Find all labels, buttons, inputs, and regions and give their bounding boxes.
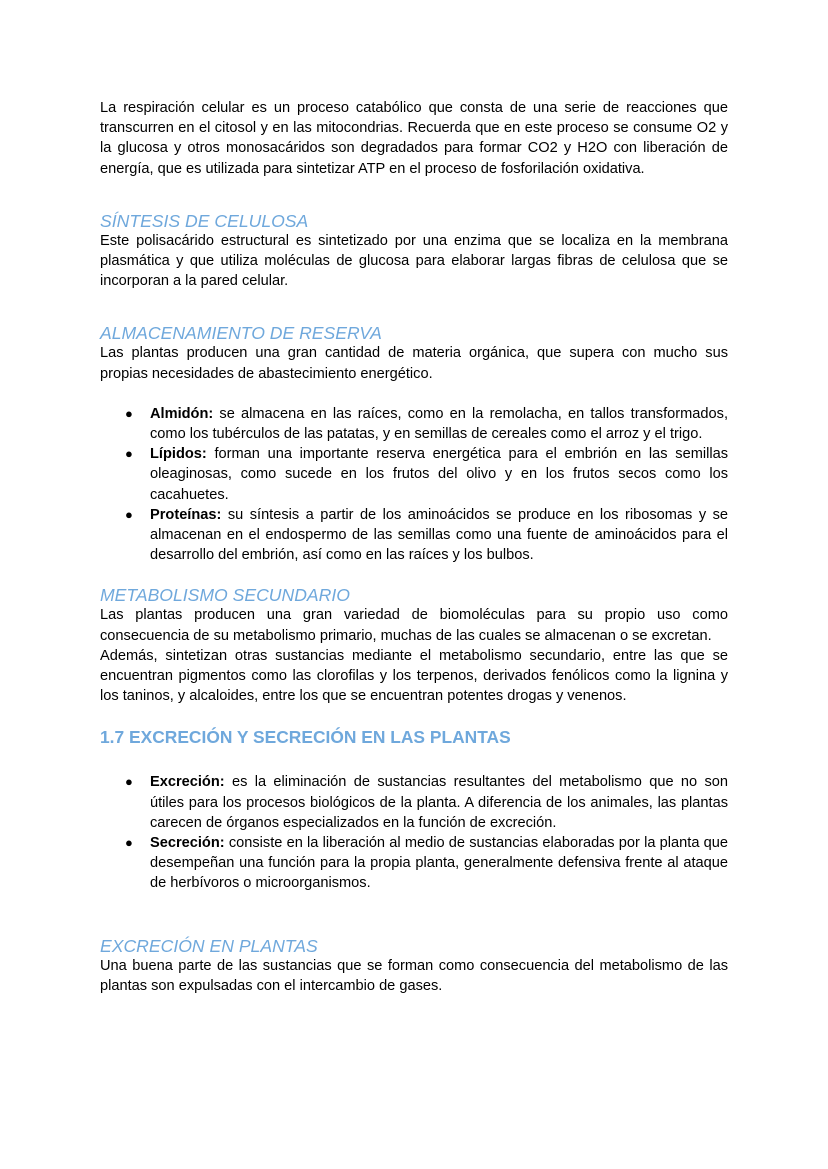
excrecion-paragraph: Una buena parte de las sustancias que se forman como consecuencia del metabolismo de las plantas son expulsadas con el intercambio de gases.	[100, 957, 728, 994]
list-item-proteinas	[100, 505, 728, 566]
bullet-icon: ●	[125, 774, 133, 790]
list-item-excrecion	[100, 772, 728, 833]
reserva-list	[100, 404, 728, 566]
heading-metabolismo-secundario: METABOLISMO SECUNDARIO	[100, 585, 350, 606]
text-lipidos: forman una importante reserva energética para el embrión en las semillas oleaginosas, como sucede en los frutos del olivo y en los frutos secos como los cacahuetes.	[150, 446, 728, 503]
heading-almacenamiento-reserva: ALMACENAMIENTO DE RESERVA	[100, 323, 382, 344]
term-secrecion: Secreción:	[150, 835, 225, 852]
bullet-icon: ●	[125, 405, 133, 421]
text-almidon: se almacena en las raíces, como en la remolacha, en tallos transformados, como los tubérculos de las patatas, y en semillas de cereales como el arroz y el trigo.	[150, 405, 728, 443]
text-proteinas: su síntesis a partir de los aminoácidos se produce en los ribosomas y se almacenan en el endospermo de las semillas como una fuente de aminoácidos para el desarrollo del embrión, así como en las raíces y los bulbos.	[150, 506, 728, 564]
list-item-secrecion	[100, 833, 728, 894]
text-excrecion: es la eliminación de sustancias resultantes del metabolismo que no son útiles para los procesos biológicos de la planta. A diferencia de los animales, las plantas carecen de órganos especializados en la función de excreción.	[150, 774, 728, 831]
bullet-icon: ●	[125, 835, 133, 851]
text-secrecion: consiste en la liberación al medio de sustancias elaboradas por la planta que desempeñan una función para la propia planta, generalmente defensiva frente al ataque de herbívoros o microorganismos.	[150, 835, 728, 892]
heading-section-1-7: 1.7 EXCRECIÓN Y SECRECIÓN EN LAS PLANTAS	[100, 727, 511, 748]
list-item-lipidos	[100, 444, 728, 505]
list-item-almidon	[100, 404, 728, 444]
heading-excrecion-en-plantas: EXCRECIÓN EN PLANTAS	[100, 935, 318, 956]
intro-paragraph: La respiración celular es un proceso catabólico que consta de una serie de reacciones que transcurren en el citosol y en las mitocondrias. Recuerda que en este proceso se consume O2 y la glucosa y otros monosacáridos son degradados para formar CO2 y H2O con liberación de energía, que es utilizada para sintetizar ATP en el proceso de fosforilación oxidativa.	[100, 100, 728, 177]
bullet-icon: ●	[125, 506, 133, 522]
term-proteinas: Proteínas:	[150, 506, 222, 523]
secundario-paragraph-1: Las plantas producen una gran variedad de biomoléculas para su propio uso como consecuencia de su metabolismo primario, muchas de las cuales se almacenan o se excretan.	[100, 607, 728, 644]
heading-sintesis-celulosa: SÍNTESIS DE CELULOSA	[100, 210, 309, 231]
term-lipidos: Lípidos:	[150, 446, 207, 463]
secundario-paragraph-2: Además, sintetizan otras sustancias mediante el metabolismo secundario, entre las que se encuentran pigmentos como las clorofilas y los terpenos, derivados fenólicos como la lignina y los taninos, y alcaloides, entre los que se encuentran potentes drogas y venenos.	[100, 647, 728, 705]
term-almidon: Almidón:	[150, 405, 214, 422]
bullet-icon: ●	[125, 446, 133, 462]
term-excrecion: Excreción:	[150, 774, 225, 791]
reserva-paragraph: Las plantas producen una gran cantidad de materia orgánica, que supera con mucho sus propias necesidades de abastecimiento energético.	[100, 345, 728, 382]
excrecion-secrecion-list	[100, 772, 728, 893]
celulosa-paragraph: Este polisacárido estructural es sintetizado por una enzima que se localiza en la membrana plasmática y que utiliza moléculas de glucosa para elaborar largas fibras de celulosa que se incorporan a la pared celular.	[100, 232, 728, 290]
